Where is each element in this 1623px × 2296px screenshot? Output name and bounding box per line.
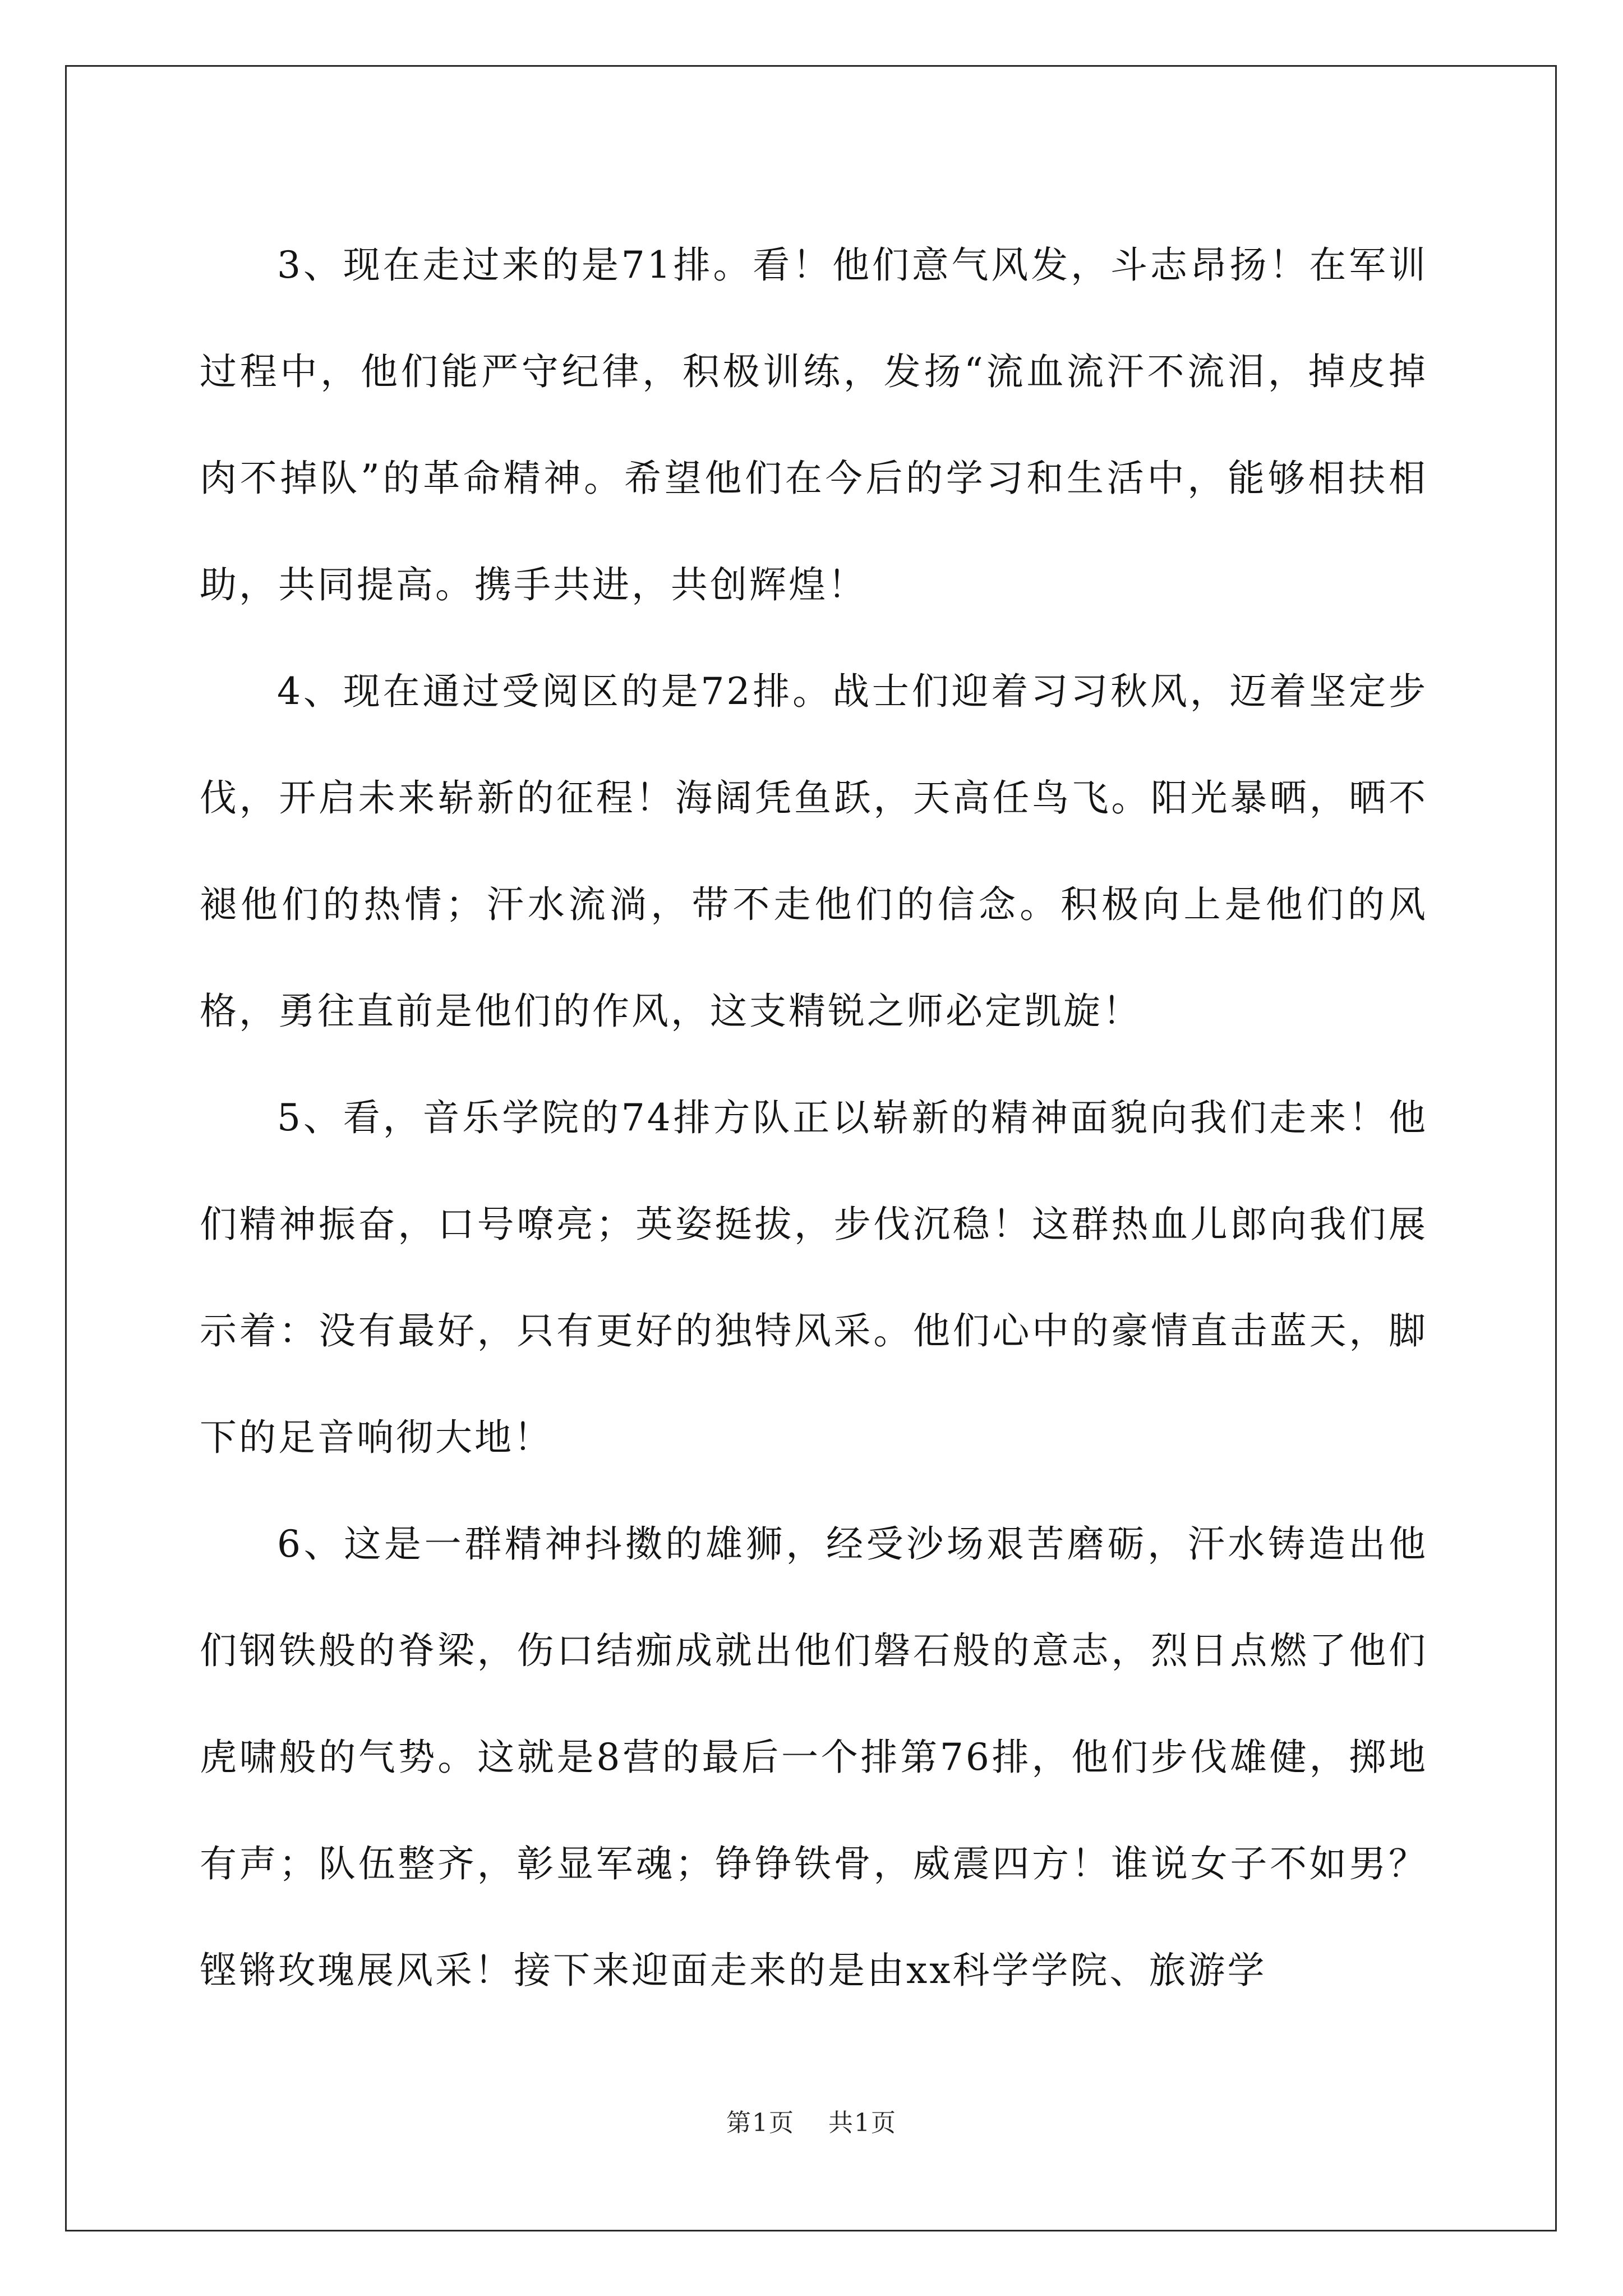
document-body — [200, 212, 1428, 2024]
paragraph-4: 4、现在通过受阅区的是72排。战士们迎着习习秋风，迈着坚定步伐，开启未来崭新的征程！海阔凭鱼跃，天高任鸟飞。阳光暴晒，晒不褪他们的热情；汗水流淌，带不走他们的信念。积极向上是他们的风格，勇往直前是他们的作风，这支精锐之师必定凯旋！ — [200, 670, 1428, 1033]
page-footer — [0, 2102, 1623, 2138]
page-total: 共1页 — [828, 2109, 897, 2137]
paragraph-6: 6、这是一群精神抖擞的雄狮，经受沙场艰苦磨砺，汗水铸造出他们钢铁般的脊梁，伤口结痂成就出他们磐石般的意志，烈日点燃了他们虎啸般的气势。这就是8营的最后一个排第76排，他们步伐雄健，掷地有声；队伍整齐，彰显军魂；铮铮铁骨，威震四方！谁说女子不如男？铿锵玫瑰展风采！接下来迎面走来的是由xx科学学院、旅游学 — [200, 1522, 1428, 1992]
paragraph-5: 5、看，音乐学院的74排方队正以崭新的精神面貌向我们走来！他们精神振奋，口号嘹亮；英姿挺拔，步伐沉稳！这群热血儿郎向我们展示着：没有最好，只有更好的独特风采。他们心中的豪情直击蓝天，脚下的足音响彻大地！ — [200, 1096, 1428, 1459]
page-number: 第1页 — [726, 2109, 795, 2137]
paragraph-3: 3、现在走过来的是71排。看！他们意气风发，斗志昂扬！在军训过程中，他们能严守纪律，积极训练，发扬“流血流汗不流泪，掉皮掉肉不掉队”的革命精神。希望他们在今后的学习和生活中，能够相扶相助，共同提高。携手共进，共创辉煌！ — [200, 243, 1428, 606]
